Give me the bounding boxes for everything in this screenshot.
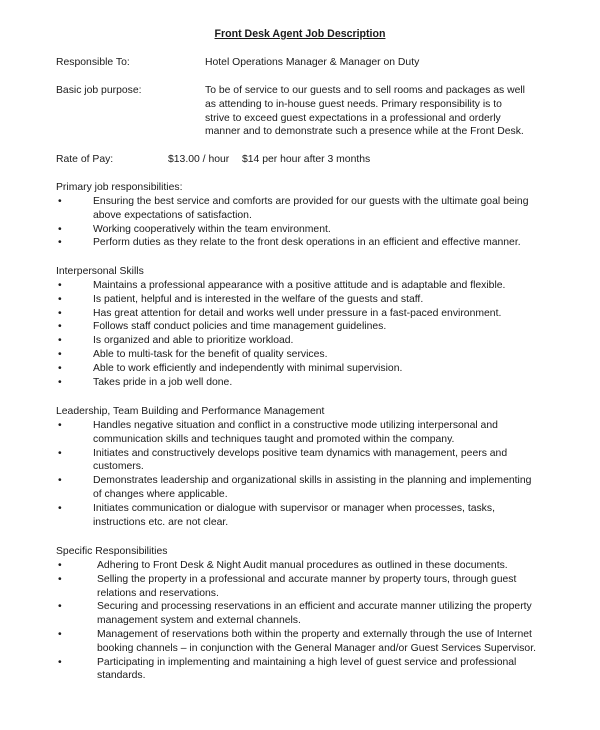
bullet-icon: •: [58, 560, 62, 571]
list-item: • Adhering to Front Desk & Night Audit manual procedures as outlined in these documents.: [58, 560, 508, 571]
list-item: • Demonstrates leadership and organizational skills in assisting in the planning and implementing of changes where applicable.: [58, 475, 532, 500]
list-item: • Working cooperatively within the team environment.: [58, 223, 331, 235]
list-item: • Initiates communication or dialogue with supervisor or manager when processes, tasks, instructions etc. are not clear.: [58, 502, 495, 528]
pay-label: Rate of Pay:: [56, 154, 114, 165]
list-item: • Securing and processing reservations in an efficient and accurate manner utilizing the property management system and external channels.: [58, 601, 532, 627]
section-specific-list: [0, 559, 538, 683]
list-item: • Maintains a professional appearance with a positive attitude and is adaptable and flexible.: [58, 280, 506, 291]
list-item: • Is patient, helpful and is interested in the welfare of the guests and staff.: [58, 293, 424, 305]
bullet-icon: •: [58, 475, 62, 487]
list-item: • Able to multi-task for the benefit of quality services.: [58, 348, 328, 360]
bullet-icon: •: [58, 601, 62, 613]
section-primary-list: [0, 195, 538, 250]
bullet-icon: •: [58, 420, 62, 431]
list-item: • Management of reservations both within the property and externally through the use of Internet booking channels – in conjunction with the General Manager and/or Guest Services Supervisor.: [58, 628, 536, 654]
bullet-icon: •: [58, 335, 62, 347]
pay-value-increase: $14 per hour after 3 months: [242, 154, 371, 165]
bullet-icon: •: [58, 196, 62, 207]
bullet-icon: •: [58, 321, 62, 333]
bullet-icon: •: [58, 237, 62, 249]
list-item: • Is organized and able to prioritize workload.: [58, 335, 294, 347]
list-item: • Initiates and constructively develops positive team dynamics with management, peers and customers.: [58, 447, 508, 473]
list-item: • Perform duties as they relate to the front desk operations in an efficient and effective manner.: [58, 237, 521, 249]
bullet-icon: •: [58, 307, 62, 319]
list-item: • Able to work efficiently and independently with minimal supervision.: [58, 362, 403, 374]
bullet-icon: •: [58, 628, 62, 640]
bullet-icon: •: [58, 362, 62, 374]
bullet-icon: •: [58, 656, 62, 668]
list-item: • Follows staff conduct policies and time management guidelines.: [58, 321, 387, 333]
list-item: • Takes pride in a job well done.: [58, 376, 233, 388]
list-item: • Participating in implementing and maintaining a high level of guest service and professional standards.: [58, 656, 517, 682]
list-item: • Ensuring the best service and comforts are provided for our guests with the ultimate goal being above expectations of satisfaction.: [58, 196, 529, 221]
bullet-icon: •: [58, 280, 62, 291]
responsible-value: Hotel Operations Manager & Manager on Duty: [205, 57, 420, 68]
section-specific-title: Specific Responsibilities: [56, 546, 168, 557]
bullet-icon: •: [58, 293, 62, 305]
bullet-icon: •: [58, 447, 62, 459]
section-leadership-title: Leadership, Team Building and Performance Management: [56, 406, 325, 417]
responsible-label: Responsible To:: [56, 57, 130, 68]
purpose-label: Basic job purpose:: [56, 85, 142, 96]
bullet-icon: •: [58, 223, 62, 235]
list-item: • Has great attention for detail and works well under pressure in a fast-paced environment.: [58, 307, 502, 319]
bullet-icon: •: [58, 502, 62, 514]
section-primary-title: Primary job responsibilities:: [56, 182, 183, 193]
bullet-icon: •: [58, 348, 62, 360]
list-item: • Selling the property in a professional and accurate manner by property tours, through guest relations and reservations.: [58, 573, 517, 599]
section-interpersonal-list: [0, 279, 538, 389]
purpose-value: To be of service to our guests and to sell rooms and packages as well as attending to in-house guest needs. Primary responsibility is to strive to exceed guest expectations in a professional and orderly manner and to demonstrate such a presence while at the Front Desk.: [205, 85, 525, 138]
bullet-icon: •: [58, 376, 62, 388]
list-item: • Handles negative situation and conflict in a constructive mode utilizing interpersonal and communication skills and techniques taught and promoted within the company.: [58, 420, 498, 445]
bullet-icon: •: [58, 573, 62, 585]
document-title: Front Desk Agent Job Description: [214, 28, 386, 40]
pay-value-base: $13.00 / hour: [168, 154, 230, 165]
section-interpersonal-title: Interpersonal Skills: [56, 266, 144, 277]
section-leadership-list: [0, 419, 538, 529]
